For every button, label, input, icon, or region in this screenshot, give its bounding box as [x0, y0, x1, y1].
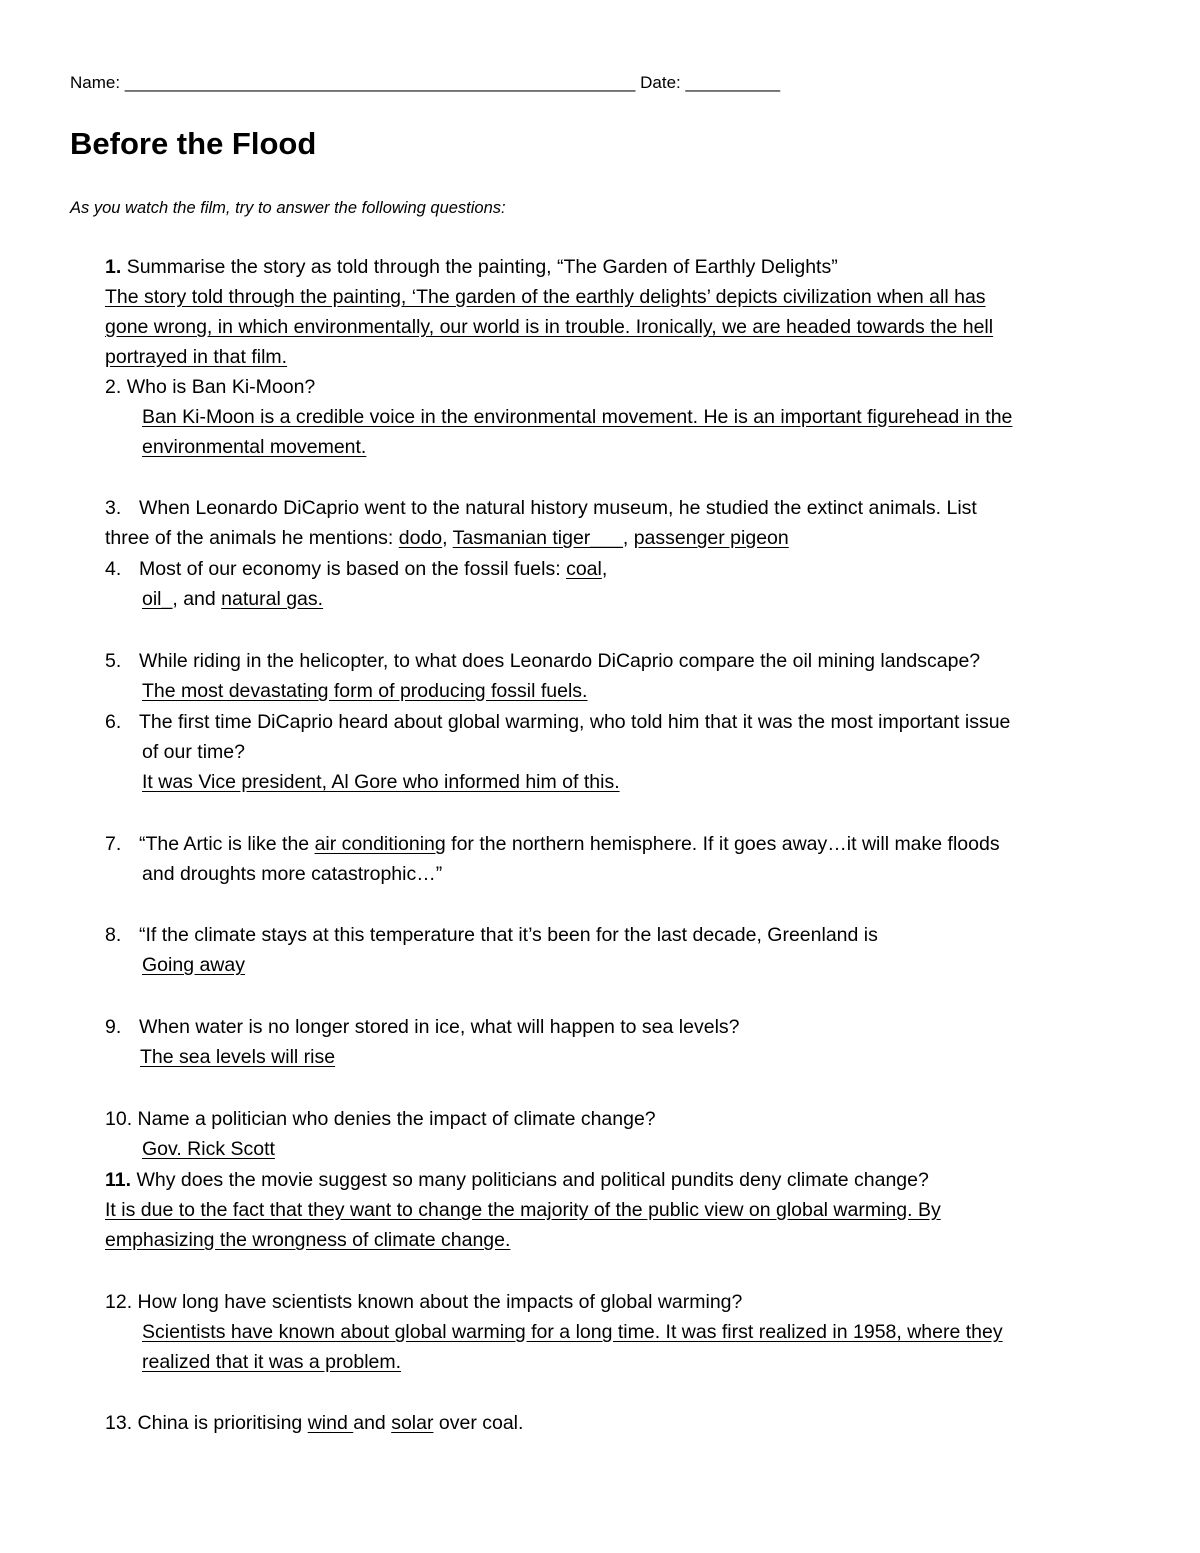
- answer-6: It was Vice president, Al Gore who informed him of this.: [142, 771, 620, 793]
- question-10-text: Name a politician who denies the impact of climate change?: [137, 1108, 656, 1130]
- answer-1-line-1: The story told through the painting, ‘The garden of the earthly delights’ depicts civilization when all has: [105, 286, 986, 308]
- answer-1-line-3: portrayed in that film.: [105, 346, 288, 368]
- question-11-text: Why does the movie suggest so many politicians and political pundits deny climate change?: [136, 1169, 929, 1191]
- answer-7: air conditioning: [314, 833, 446, 855]
- question-5-number: 5.: [105, 650, 122, 672]
- name-label: Name:: [70, 73, 121, 92]
- question-6-number: 6.: [105, 711, 122, 733]
- answer-4-fuel-2: oil: [142, 588, 162, 610]
- answer-13-energy-2: solar: [391, 1412, 434, 1434]
- answer-12-line-1: Scientists have known about global warming for a long time. It was first realized in 1958, where they: [142, 1321, 1003, 1343]
- question-10: [105, 1104, 656, 1134]
- date-blank: __________: [685, 73, 781, 92]
- question-3-answers: three of the animals he mentions: dodo, Tasmanian tiger___, passenger pigeon: [105, 527, 789, 549]
- question-2: [105, 372, 315, 402]
- question-8-text: “If the climate stays at this temperature that it’s been for the last decade, Greenland is: [139, 924, 878, 946]
- answer-2-line-2: environmental movement.: [142, 436, 367, 458]
- answer-4-blank: _: [161, 588, 173, 610]
- question-2-number: 2.: [105, 376, 122, 398]
- question-7-number: 7.: [105, 833, 122, 855]
- answer-11-line-2: emphasizing the wrongness of climate change.: [105, 1229, 511, 1251]
- answer-10: Gov. Rick Scott: [142, 1138, 275, 1160]
- question-13-post: over coal.: [438, 1412, 524, 1434]
- question-4-number: 4.: [105, 558, 122, 580]
- answer-4-fuel-1: coal: [566, 558, 602, 580]
- answer-9: The sea levels will rise: [140, 1046, 336, 1068]
- question-1-number: 1.: [105, 256, 122, 278]
- question-8-number: 8.: [105, 924, 122, 946]
- answer-4-and: , and: [172, 588, 216, 610]
- answer-12-line-2: realized that it was a problem.: [142, 1351, 402, 1373]
- question-7: [105, 829, 1000, 859]
- question-5-text: While riding in the helicopter, to what does Leonardo DiCaprio compare the oil mining landscape?: [139, 650, 981, 672]
- question-6: [105, 707, 1010, 737]
- question-11-number: 11.: [105, 1169, 132, 1191]
- answer-2-line-1: Ban Ki-Moon is a credible voice in the environmental movement. He is an important figurehead in the: [142, 406, 1013, 428]
- question-2-text: Who is Ban Ki-Moon?: [126, 376, 316, 398]
- question-7-text-2: and droughts more catastrophic…”: [142, 863, 443, 885]
- answer-3-animal-2: Tasmanian tiger: [452, 527, 591, 549]
- name-date-header: [70, 70, 780, 96]
- page-title: Before the Flood: [70, 126, 317, 161]
- question-7-post: for the northern hemisphere. If it goes away…it will make floods: [451, 833, 1000, 855]
- answer-11-line-1: It is due to the fact that they want to change the majority of the public view on global warming. By: [105, 1199, 941, 1221]
- question-13-number: 13.: [105, 1412, 133, 1434]
- question-8: [105, 920, 878, 950]
- question-12: [105, 1287, 742, 1317]
- question-1-text: Summarise the story as told through the painting, “The Garden of Earthly Delights”: [126, 256, 838, 278]
- question-5: [105, 646, 980, 676]
- answer-3-blank: ___: [590, 527, 623, 549]
- question-4-answers: [142, 584, 323, 614]
- answer-8: Going away: [142, 954, 245, 976]
- answer-4-fuel-3: natural gas.: [221, 588, 324, 610]
- question-3-number: 3.: [105, 497, 122, 519]
- answer-5: The most devastating form of producing fossil fuels.: [142, 680, 588, 702]
- question-4: 4. Most of our economy is based on the fossil fuels: coal,: [105, 554, 607, 584]
- question-4-text: Most of our economy is based on the fossil fuels:: [139, 558, 561, 580]
- question-3: [105, 493, 977, 523]
- question-7-pre: “The Artic is like the: [139, 833, 310, 855]
- answer-3-animal-1: dodo: [398, 527, 443, 549]
- date-label: Date:: [640, 73, 681, 92]
- answer-13-energy-1: wind: [307, 1412, 354, 1434]
- question-12-text: How long have scientists known about the impacts of global warming?: [137, 1291, 743, 1313]
- name-blank: ______________________________________________________: [124, 73, 636, 92]
- question-6-text-2: of our time?: [142, 741, 245, 763]
- question-3-text-2: three of the animals he mentions:: [105, 527, 394, 549]
- question-6-text: The first time DiCaprio heard about global warming, who told him that it was the most important issue: [139, 711, 1011, 733]
- question-9: [105, 1012, 740, 1042]
- question-9-text: When water is no longer stored in ice, what will happen to sea levels?: [139, 1016, 740, 1038]
- answer-1-line-2: gone wrong, in which environmentally, our world is in trouble. Ironically, we are headed towards the hell: [105, 316, 994, 338]
- question-3-text: When Leonardo DiCaprio went to the natural history museum, he studied the extinct animals. List: [139, 497, 977, 519]
- answer-3-animal-3: passenger pigeon: [633, 527, 789, 549]
- question-10-number: 10.: [105, 1108, 133, 1130]
- question-1: [105, 252, 838, 282]
- intro-instruction: As you watch the film, try to answer the following questions:: [70, 199, 506, 217]
- question-13-pre: China is prioritising: [137, 1412, 303, 1434]
- question-13: [105, 1408, 523, 1438]
- question-12-number: 12.: [105, 1291, 133, 1313]
- question-9-number: 9.: [105, 1016, 122, 1038]
- question-13-and: and: [353, 1412, 386, 1434]
- question-11: [105, 1165, 929, 1195]
